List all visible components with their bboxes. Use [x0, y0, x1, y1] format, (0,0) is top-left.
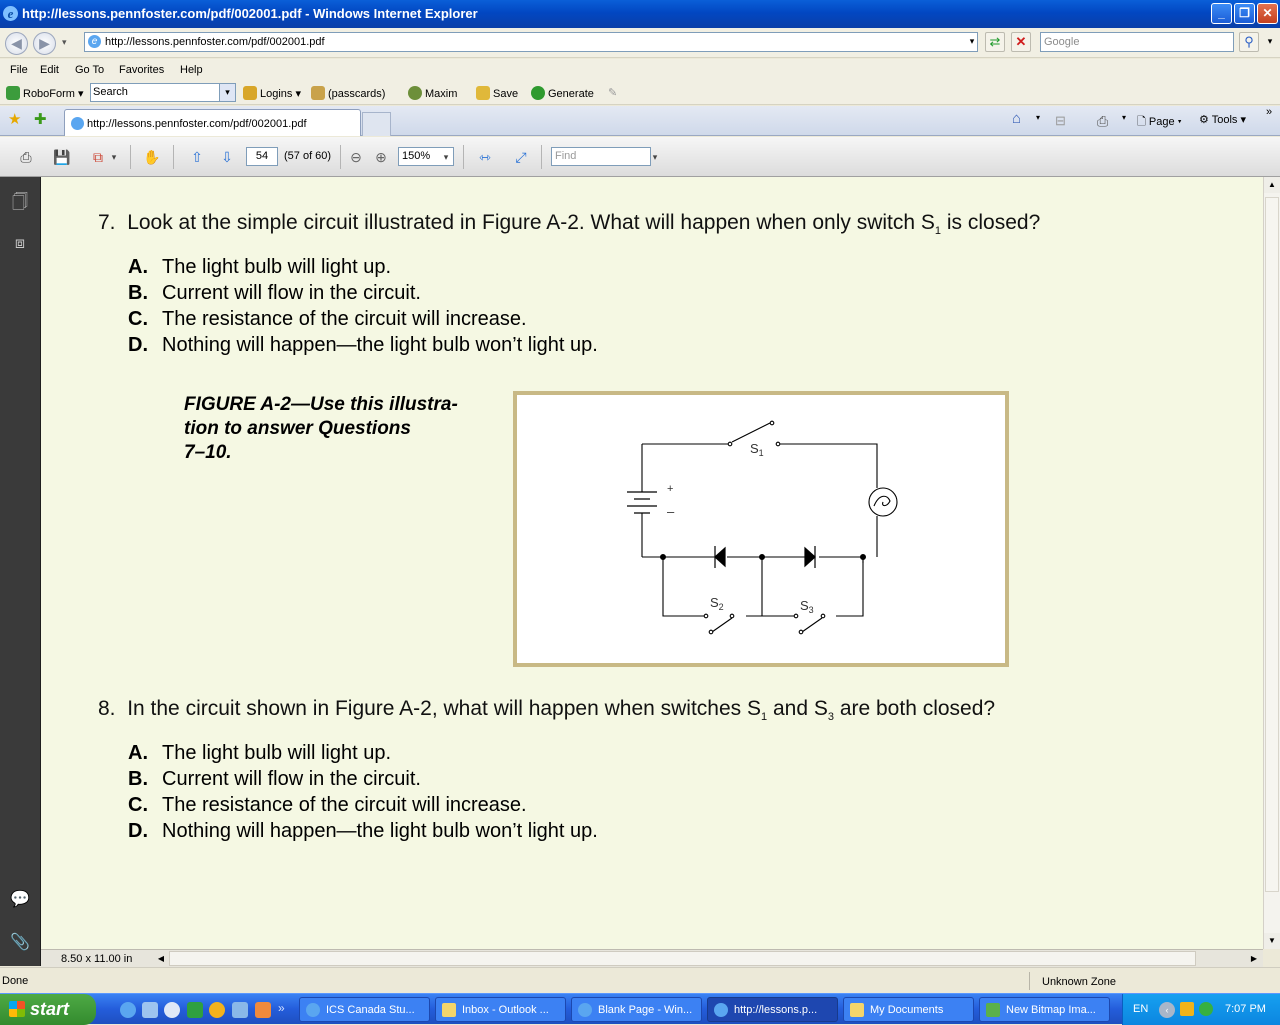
figure-a2-circuit [513, 391, 1009, 667]
address-toolbar [0, 28, 1280, 58]
quicklaunch-more-icon[interactable]: » [278, 1001, 285, 1015]
clock: 7:07 PM [1225, 1003, 1266, 1015]
history-dropdown-icon[interactable]: ▾ [62, 37, 67, 47]
scroll-right-icon[interactable]: ▶ [1250, 954, 1258, 963]
figure-caption: FIGURE A-2—Use this illustra- tion to answer Questions 7–10. [184, 394, 458, 463]
roboform-passcards[interactable]: (passcards) [311, 86, 385, 100]
roboform-logins[interactable]: Logins ▾ [243, 86, 301, 100]
taskbar [0, 993, 1280, 1024]
lamp-filament [874, 496, 890, 506]
zoom-dropdown-icon[interactable]: ▾ [443, 152, 449, 162]
option-text: Nothing will happen—the light bulb won’t light up. [162, 334, 598, 356]
separator [340, 145, 341, 169]
highlight-icon[interactable]: ✎ [608, 87, 618, 99]
task-inbox-outlook[interactable]: Inbox - Outlook ... [435, 997, 566, 1022]
tray-status-icon[interactable] [1199, 1002, 1213, 1016]
page-count: (57 of 60) [284, 150, 332, 162]
scroll-down-icon[interactable]: ▼ [1264, 933, 1280, 949]
status-text: Done [2, 975, 29, 987]
roboform-search-input[interactable]: Search [90, 83, 236, 102]
quicklaunch-chrome-icon[interactable] [209, 1002, 225, 1018]
option-text: The light bulb will light up. [162, 256, 392, 278]
menu-help[interactable]: Help [180, 64, 203, 76]
tray-expand-icon[interactable]: ‹ [1159, 1002, 1175, 1018]
option-text: The resistance of the circuit will increase. [162, 794, 527, 816]
option-letter: A. [128, 742, 148, 764]
roboform-icon [6, 86, 20, 100]
label-minus: – [667, 504, 675, 519]
folder-task-icon [850, 1003, 864, 1017]
junction [661, 555, 666, 560]
task-blank-page[interactable]: Blank Page - Win... [571, 997, 702, 1022]
refresh-icon[interactable]: ⇄ [985, 32, 1005, 52]
vertical-scrollbar[interactable] [1263, 177, 1280, 949]
menu-favorites[interactable]: Favorites [119, 64, 165, 76]
junction [861, 555, 866, 560]
new-tab-button[interactable] [362, 112, 391, 136]
option-letter: C. [128, 794, 148, 816]
previous-page-icon[interactable]: ⇧ [191, 149, 203, 165]
fit-width-icon[interactable]: ⇿ [479, 149, 491, 165]
quicklaunch-app-icon[interactable] [187, 1002, 203, 1018]
label-s3: $S_3$ [800, 598, 814, 615]
label-plus: + [667, 483, 674, 495]
find-dropdown-icon[interactable]: ▾ [652, 152, 658, 162]
pdf-print-icon[interactable]: ⎙ [20, 149, 32, 165]
roboform-menu[interactable]: RoboForm ▾ [6, 86, 84, 100]
page-size-label: 8.50 x 11.00 in [61, 953, 133, 965]
stop-icon[interactable]: ✕ [1011, 32, 1031, 52]
address-text: http://lessons.pennfoster.com/pdf/002001.pdf [105, 36, 325, 48]
menu-edit[interactable]: Edit [40, 64, 59, 76]
pdf-share-icon[interactable]: ⧉ [93, 149, 103, 165]
zoom-in-icon[interactable]: ⊕ [375, 149, 387, 165]
roboform-generate[interactable]: Generate [531, 86, 594, 100]
menu-goto[interactable]: Go To [75, 64, 105, 76]
option-letter: D. [128, 334, 148, 356]
chevron-more-icon[interactable]: » [1266, 106, 1273, 118]
window-title: http://lessons.pennfoster.com/pdf/002001.pdf - Windows Internet Explorer [22, 6, 478, 21]
save-icon [476, 86, 490, 100]
print-icon[interactable]: ⎙ [1097, 113, 1109, 129]
pdf-hand-icon[interactable]: ✋ [143, 149, 161, 165]
scroll-thumb[interactable] [1265, 197, 1279, 892]
option-text: Current will flow in the circuit. [162, 768, 421, 790]
quicklaunch-explorer-icon[interactable] [232, 1002, 248, 1018]
option-text: Current will flow in the circuit. [162, 282, 421, 304]
option-letter: A. [128, 256, 148, 278]
search-input[interactable]: Google [1040, 32, 1234, 52]
junction [760, 555, 765, 560]
label-s2: $S_2$ [710, 595, 724, 612]
address-dropdown-icon[interactable]: ▾ [969, 36, 975, 46]
pages-panel-icon[interactable]: 🗍 [12, 194, 28, 211]
tray-app-icon[interactable] [1180, 1002, 1194, 1016]
security-zone: Unknown Zone [1029, 972, 1116, 990]
passcards-icon [311, 86, 325, 100]
tab-current[interactable] [64, 109, 361, 136]
logins-icon [243, 86, 257, 100]
roboform-toolbar [0, 81, 1280, 105]
status-bar [0, 967, 1280, 993]
switch-s2-blade [712, 618, 732, 632]
branch-wires [663, 557, 863, 616]
tools-menu[interactable]: ⚙ Tools ▾ [1199, 114, 1246, 126]
quicklaunch-ie-icon[interactable] [120, 1002, 136, 1018]
pdf-left-navigation [0, 177, 41, 966]
windows-logo-icon [9, 1001, 25, 1017]
ie-task-icon [578, 1003, 592, 1017]
address-bar[interactable] [84, 32, 978, 52]
separator [541, 145, 542, 169]
feeds-icon[interactable]: ⊟ [1055, 113, 1066, 128]
ie-task-icon [714, 1003, 728, 1017]
pdf-document [41, 177, 1263, 949]
task-ics-canada[interactable]: ICS Canada Stu... [299, 997, 430, 1022]
diode-1 [715, 548, 725, 566]
minimize-button[interactable]: _ [1211, 3, 1232, 24]
find-input[interactable]: Find [551, 147, 651, 166]
start-button[interactable]: start [0, 994, 96, 1025]
question-8: 8. In the circuit shown in Figure A-2, what will happen when switches $S_1$ and $S_3$ are both closed? [98, 697, 996, 724]
language-indicator[interactable]: EN [1133, 1003, 1149, 1015]
top-wire [642, 444, 877, 557]
option-text: The resistance of the circuit will increase. [162, 308, 527, 330]
option-letter: B. [128, 768, 148, 790]
back-icon[interactable]: ◀ [5, 32, 28, 55]
menu-bar [0, 59, 1280, 81]
close-button[interactable]: ✕ [1257, 3, 1278, 24]
horizontal-scrollbar [41, 949, 1263, 967]
generate-icon [531, 86, 545, 100]
quicklaunch-desktop-icon[interactable] [142, 1002, 158, 1018]
maximize-button[interactable]: ❐ [1234, 3, 1255, 24]
maxim-icon [408, 86, 422, 100]
scroll-left-icon[interactable]: ◀ [157, 954, 165, 963]
roboform-search-dropdown-icon[interactable]: ▾ [219, 84, 235, 101]
zoom-select[interactable]: 150% [398, 147, 454, 166]
label-s1: $S_1$ [750, 441, 764, 458]
diode-2 [805, 548, 815, 566]
add-favorite-icon[interactable]: ✚ [34, 111, 47, 128]
option-letter: C. [128, 308, 148, 330]
scroll-up-icon[interactable]: ▲ [1264, 177, 1280, 193]
bookmarks-icon[interactable]: ⧈ [14, 235, 26, 252]
ie-icon: e [3, 6, 18, 21]
task-my-documents[interactable]: My Documents [843, 997, 974, 1022]
separator [173, 145, 174, 169]
page-number-input[interactable]: 54 [246, 147, 278, 166]
task-new-bitmap[interactable]: New Bitmap Ima... [979, 997, 1110, 1022]
roboform-maxim[interactable]: Maxim [408, 86, 457, 100]
quicklaunch-media-icon[interactable] [164, 1002, 180, 1018]
home-dropdown-icon[interactable]: ▾ [1036, 113, 1041, 122]
task-lessons-pdf[interactable]: http://lessons.p... [707, 997, 838, 1022]
attachments-icon[interactable]: 📎 [10, 934, 30, 951]
title-bar [0, 0, 1280, 28]
page-favicon: e [88, 35, 101, 48]
quicklaunch-misc-icon[interactable] [255, 1002, 271, 1018]
next-page-icon[interactable]: ⇩ [221, 149, 233, 165]
paint-task-icon [986, 1003, 1000, 1017]
share-dropdown-icon[interactable]: ▾ [111, 152, 117, 162]
outlook-task-icon [442, 1003, 456, 1017]
pdf-toolbar [0, 137, 1280, 177]
roboform-save[interactable]: Save [476, 86, 518, 100]
forward-icon[interactable]: ▶ [33, 32, 56, 55]
separator [130, 145, 131, 169]
horizontal-scroll-thumb[interactable] [169, 951, 1196, 966]
fit-page-icon[interactable]: ⤢ [515, 149, 527, 165]
bottom-wire [642, 557, 863, 563]
battery-symbol [627, 492, 657, 513]
search-go-icon[interactable]: ⚲ [1239, 32, 1259, 52]
home-icon[interactable]: ⌂ [1012, 110, 1022, 127]
page-menu[interactable]: 🗋 Page ▾ [1137, 116, 1182, 128]
menu-file[interactable]: File [10, 64, 28, 76]
print-dropdown-icon[interactable]: ▾ [1122, 113, 1127, 122]
pdf-save-icon[interactable]: 💾 [53, 149, 71, 165]
separator [463, 145, 464, 169]
tab-bar [0, 106, 1280, 136]
option-text: The light bulb will light up. [162, 742, 392, 764]
system-tray [1122, 994, 1280, 1025]
tab-label: http://lessons.pennfoster.com/pdf/002001.pdf [87, 118, 307, 130]
option-letter: D. [128, 820, 148, 842]
question-7: 7. Look at the simple circuit illustrated in Figure A-2. What will happen when only switch $S_1$ is closed? [98, 211, 1041, 238]
favorites-star-icon[interactable]: ★ [8, 111, 22, 128]
tab-favicon [71, 117, 84, 130]
option-letter: B. [128, 282, 148, 304]
switch-s3-blade [802, 618, 822, 632]
zoom-out-icon[interactable]: ⊖ [350, 149, 362, 165]
search-options-icon[interactable]: ▾ [1267, 36, 1273, 46]
option-text: Nothing will happen—the light bulb won’t light up. [162, 820, 598, 842]
switch-s1-blade [732, 423, 770, 442]
circuit-diagram [517, 395, 1005, 663]
comments-icon[interactable]: 💬 [10, 891, 30, 908]
ie-task-icon [306, 1003, 320, 1017]
